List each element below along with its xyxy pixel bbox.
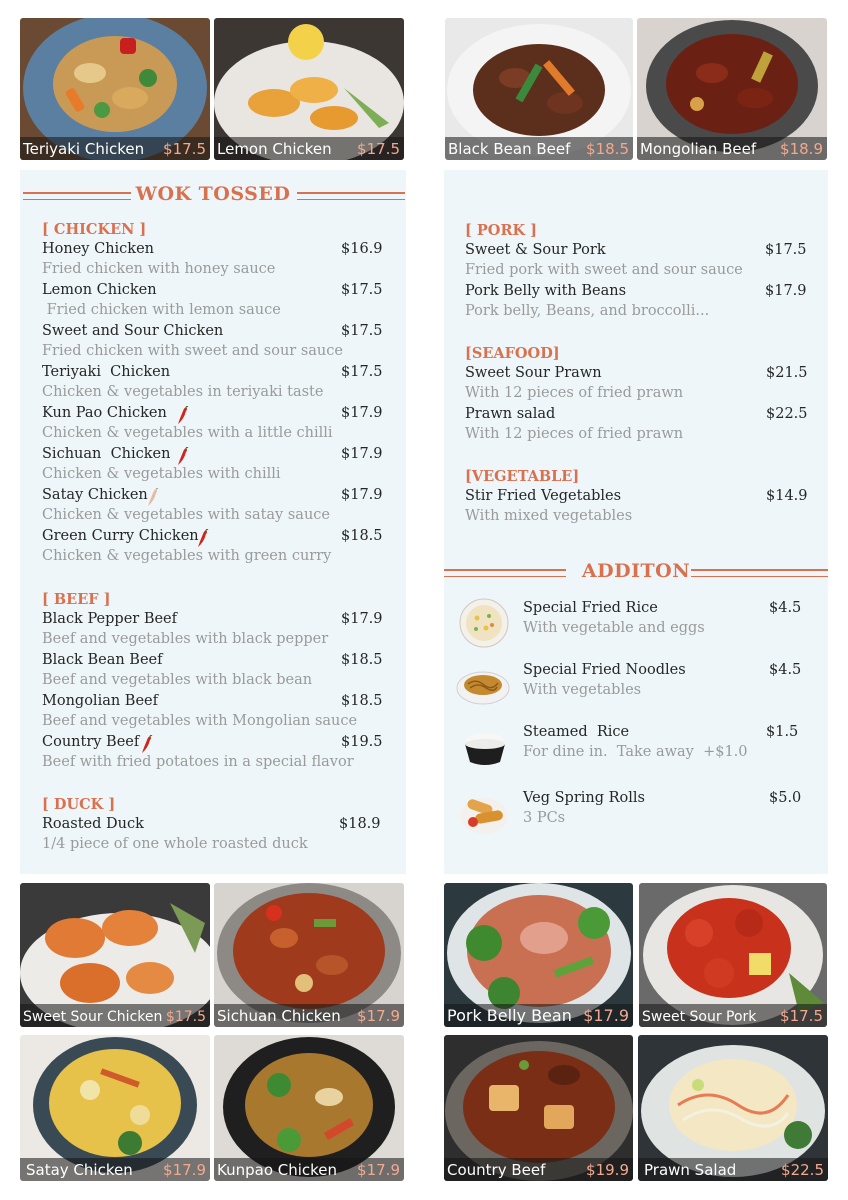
- dish-name: Sweet Sour Pork: [642, 1009, 757, 1025]
- section-title: ADDITON: [581, 560, 691, 582]
- menu-item-honey-chicken: [42, 241, 382, 282]
- menu-item-satay-chicken: [42, 487, 382, 528]
- category-beef: [ BEEF ]: [42, 591, 111, 608]
- dish-name: Teriyaki Chicken: [23, 140, 145, 158]
- item-name: Honey Chicken: [42, 241, 154, 257]
- item-description: With 12 pieces of fried prawn: [465, 385, 684, 401]
- item-name: Pork Belly with Beans: [465, 283, 627, 299]
- dish-name: Sweet Sour Chicken: [23, 1009, 163, 1025]
- item-description: Chicken & vegetables with a little chilli: [42, 425, 333, 441]
- dish-price: $19.9: [586, 1161, 629, 1179]
- photo-lemon-chicken: [214, 18, 404, 160]
- category-seafood: [SEAFOOD]: [465, 345, 560, 362]
- spring-rolls-icon: [459, 788, 509, 838]
- item-description: Pork belly, Beans, and broccolli...: [465, 303, 710, 319]
- item-price: $5.0: [769, 790, 802, 806]
- wok-tossed-header: [20, 183, 406, 211]
- dish-price: $17.9: [583, 1006, 629, 1025]
- photo-teriyaki-chicken: [20, 18, 210, 160]
- menu-item-sichuan-chicken: [42, 446, 382, 487]
- menu-item-stir-fried-vegetables: [465, 488, 808, 529]
- photo-mongolian-beef: [637, 18, 827, 160]
- photo-sweet-sour-pork: [639, 883, 827, 1027]
- item-description: 3 PCs: [523, 810, 566, 826]
- category-duck: [ DUCK ]: [42, 796, 116, 813]
- addition-item-spring-rolls: [459, 788, 809, 838]
- noodles-icon: [456, 660, 510, 710]
- divider: [297, 192, 405, 200]
- dish-name: Lemon Chicken: [217, 140, 332, 158]
- dish-price: $17.9: [357, 1007, 400, 1025]
- addition-item-fried-rice: [459, 598, 809, 648]
- item-price: $1.5: [766, 724, 799, 740]
- item-price: $18.5: [341, 693, 383, 709]
- dish-price: $17.5: [780, 1007, 823, 1025]
- item-price: $21.5: [766, 365, 808, 381]
- item-name: Mongolian Beef: [42, 693, 158, 709]
- wok-tossed-panel: [20, 170, 406, 874]
- photo-black-bean-beef: [445, 18, 633, 160]
- item-price: $16.9: [341, 241, 383, 257]
- item-price: $19.5: [341, 734, 383, 750]
- item-description: Fried chicken with honey sauce: [42, 261, 276, 277]
- item-name: Sichuan Chicken: [42, 446, 171, 462]
- photo-sichuan-chicken: [214, 883, 404, 1027]
- item-description: Beef and vegetables with Mongolian sauce: [42, 713, 358, 729]
- dish-name: Sichuan Chicken: [217, 1007, 341, 1025]
- photo-pork-belly-bean: [444, 883, 633, 1027]
- fried-rice-icon: [459, 598, 509, 648]
- menu-item-lemon-chicken: [42, 282, 382, 323]
- item-name: Steamed Rice: [523, 724, 630, 740]
- right-menu-panel: [444, 170, 828, 874]
- chili-icon: [196, 529, 210, 548]
- menu-item-sweet-sour-pork: [465, 242, 805, 283]
- menu-item-roasted-duck: [42, 816, 382, 857]
- item-description: Chicken & vegetables with chilli: [42, 466, 281, 482]
- item-price: $17.9: [341, 611, 383, 627]
- menu-item-sweet-sour-prawn: [465, 365, 808, 406]
- steamed-rice-icon: [462, 722, 508, 772]
- item-description: For dine in. Take away +$1.0: [523, 744, 748, 760]
- dish-name: Country Beef: [447, 1161, 546, 1179]
- photo-country-beef: [444, 1035, 633, 1181]
- menu-item-green-curry-chicken: [42, 528, 382, 569]
- item-description: Beef with fried potatoes in a special flavor: [42, 754, 354, 770]
- item-name: Green Curry Chicken: [42, 528, 199, 544]
- item-description: With 12 pieces of fried prawn: [465, 426, 684, 442]
- category-pork: [ PORK ]: [465, 222, 538, 239]
- addition-header: [444, 560, 828, 588]
- item-price: $4.5: [769, 600, 802, 616]
- item-price: $17.5: [341, 364, 383, 380]
- item-name: Veg Spring Rolls: [523, 790, 645, 806]
- item-price: $4.5: [769, 662, 802, 678]
- dish-price: $17.5: [165, 1009, 206, 1025]
- menu-item-sweet-sour-chicken: [42, 323, 382, 364]
- item-name: Roasted Duck: [42, 816, 144, 832]
- photo-prawn-salad: [638, 1035, 828, 1181]
- item-name: Sweet & Sour Pork: [465, 242, 606, 258]
- item-name: Black Pepper Beef: [42, 611, 178, 627]
- dish-name: Mongolian Beef: [640, 140, 757, 158]
- item-name: Sweet Sour Prawn: [465, 365, 602, 381]
- item-description: Chicken & vegetables with green curry: [42, 548, 332, 564]
- addition-item-fried-noodles: [456, 660, 809, 710]
- dish-price: $18.5: [586, 140, 629, 158]
- item-description: Fried pork with sweet and sour sauce: [465, 262, 743, 278]
- photo-satay-chicken: [20, 1035, 210, 1181]
- dish-price: $22.5: [781, 1161, 824, 1179]
- item-price: $17.5: [765, 242, 807, 258]
- dish-price: $18.9: [780, 140, 823, 158]
- item-price: $17.5: [341, 323, 383, 339]
- item-description: Fried chicken with sweet and sour sauce: [42, 343, 343, 359]
- item-price: $18.9: [339, 816, 381, 832]
- item-price: $17.9: [341, 446, 383, 462]
- item-description: With vegetables: [523, 682, 642, 698]
- dish-name: Satay Chicken: [26, 1161, 133, 1179]
- item-name: Black Bean Beef: [42, 652, 163, 668]
- dish-price: $17.9: [163, 1161, 206, 1179]
- item-description: 1/4 piece of one whole roasted duck: [42, 836, 308, 852]
- item-description: Chicken & vegetables with satay sauce: [42, 507, 330, 523]
- chili-icon: [176, 406, 190, 425]
- menu-item-country-beef: [42, 734, 382, 775]
- menu-item-black-bean-beef: [42, 652, 382, 693]
- dish-price: $17.9: [357, 1161, 400, 1179]
- item-name: Stir Fried Vegetables: [465, 488, 622, 504]
- dish-name: Prawn Salad: [644, 1161, 737, 1179]
- item-description: Beef and vegetables with black bean: [42, 672, 313, 688]
- menu-item-teriyaki-chicken: [42, 364, 382, 405]
- menu-item-pork-belly-beans: [465, 283, 805, 324]
- item-price: $18.5: [341, 528, 383, 544]
- divider: [691, 569, 828, 577]
- item-price: $18.5: [341, 652, 383, 668]
- category-chicken: [ CHICKEN ]: [42, 221, 147, 238]
- menu-item-black-pepper-beef: [42, 611, 382, 652]
- dish-name: Pork Belly Bean: [447, 1006, 572, 1025]
- item-description: With vegetable and eggs: [523, 620, 705, 636]
- item-description: Beef and vegetables with black pepper: [42, 631, 329, 647]
- item-name: Kun Pao Chicken: [42, 405, 167, 421]
- menu-item-kun-pao-chicken: [42, 405, 382, 446]
- item-name: Sweet and Sour Chicken: [42, 323, 224, 339]
- item-price: $22.5: [766, 406, 808, 422]
- dish-name: Black Bean Beef: [448, 140, 571, 158]
- item-price: $14.9: [766, 488, 808, 504]
- item-price: $17.9: [341, 405, 383, 421]
- item-price: $17.9: [765, 283, 807, 299]
- item-name: Country Beef: [42, 734, 140, 750]
- item-name: Satay Chicken: [42, 487, 148, 503]
- menu-item-mongolian-beef: [42, 693, 382, 734]
- photo-sweet-sour-chicken: [20, 883, 210, 1027]
- item-name: Special Fried Noodles: [523, 662, 686, 678]
- section-title: WOK TOSSED: [135, 183, 291, 205]
- category-vegetable: [VEGETABLE]: [465, 468, 580, 485]
- item-description: Chicken & vegetables in teriyaki taste: [42, 384, 324, 400]
- item-name: Special Fried Rice: [523, 600, 658, 616]
- photo-kunpao-chicken: [214, 1035, 404, 1181]
- item-name: Teriyaki Chicken: [42, 364, 171, 380]
- chili-icon: [176, 447, 190, 466]
- dish-name: Kunpao Chicken: [217, 1161, 338, 1179]
- item-name: Prawn salad: [465, 406, 556, 422]
- chili-icon: [146, 488, 160, 507]
- chili-icon: [140, 735, 154, 754]
- addition-item-steamed-rice: [462, 722, 809, 772]
- item-price: $17.5: [341, 282, 383, 298]
- dish-price: $17.5: [357, 140, 400, 158]
- item-name: Lemon Chicken: [42, 282, 157, 298]
- dish-price: $17.5: [163, 140, 206, 158]
- menu-item-prawn-salad: [465, 406, 808, 447]
- item-description: Fried chicken with lemon sauce: [42, 302, 281, 318]
- item-price: $17.9: [341, 487, 383, 503]
- item-description: With mixed vegetables: [465, 508, 633, 524]
